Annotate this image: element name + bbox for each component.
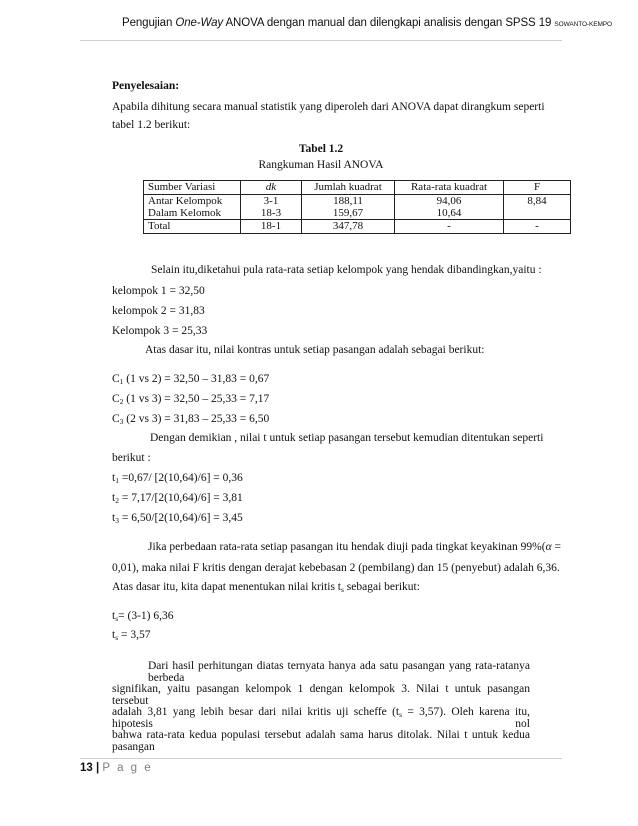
header-post: ANOVA dengan manual dan dilengkapi analisis dengan SPSS 19 (223, 17, 555, 29)
cell-total-f: - (504, 220, 571, 234)
footer-rule (80, 758, 562, 759)
running-header (122, 17, 612, 29)
header-dk-text: dk (265, 181, 277, 193)
header-dk (241, 181, 302, 195)
footer-separator: | (96, 762, 100, 774)
crit-value-2: $t_s = 3,57$ (112, 629, 151, 642)
header-author: SOWANTO-KEMPO (554, 21, 612, 28)
page-label: P a g e (102, 762, 153, 774)
cell-dk-antar: 3-1 (263, 195, 279, 207)
cell-total-source: Total (144, 220, 241, 234)
mean-kelompok-2: kelompok 2 = 31,83 (112, 305, 205, 317)
cell-jk (302, 195, 395, 220)
cell-total-jk: 347,78 (302, 220, 395, 234)
crit-line-1: Jika perbedaan rata-rata setiap pasangan itu hendak diuji pada tingkat keyakinan 99%(α = (148, 541, 561, 553)
t-intro-line-1: Dengan demikian , nilai t untuk setiap pasangan tersebut kemudian ditentukan seperti (150, 432, 544, 444)
intro-line-1: Apabila dihitung secara manual statistik yang diperoleh dari ANOVA dapat dirangkum seperti (112, 101, 545, 113)
page-number: 13 (80, 762, 93, 774)
cell-source-antar: Antar Kelompok (148, 195, 223, 207)
cell-rk (395, 195, 504, 220)
page-footer (80, 762, 153, 774)
t-intro-line-2: berikut : (112, 452, 151, 464)
table-title: Tabel 1.2 (298, 143, 344, 155)
table-row (144, 195, 571, 220)
cell-source-dalam: Dalam Kelomok (148, 207, 222, 219)
table-row-total (144, 220, 571, 234)
conclusion-line-3: adalah 3,81 yang lebih besar dari nilai kritis uji scheffe $(t_s = 3,57)$. Oleh karena itu, hipotesis nol (112, 706, 531, 730)
cell-source (144, 195, 241, 220)
header-rule (80, 40, 562, 41)
conclusion-line-1: Dari hasil perhitungan diatas ternyata hanya ada satu pasangan yang rata-ratanya berbeda (148, 660, 530, 684)
cell-f (504, 195, 571, 220)
means-intro: Selain itu,diketahui pula rata-rata setiap kelompok yang hendak dibandingkan,yaitu : (151, 264, 542, 276)
cell-f-antar: 8,84 (527, 195, 547, 207)
contrast-intro: Atas dasar itu, nilai kontras untuk setiap pasangan adalah sebagai berikut: (145, 344, 485, 356)
cell-dk (241, 195, 302, 220)
conclusion-line-4: bahwa rata-rata kedua populasi tersebut adalah sama harus ditolak. Nilai t untuk kedua pasangan (112, 729, 530, 753)
header-f: F (504, 181, 571, 195)
cell-total-dk: 18-1 (241, 220, 302, 234)
table-subtitle: Rangkuman Hasil ANOVA (258, 159, 384, 171)
header-sumber-variasi: Sumber Variasi (144, 181, 241, 195)
header-jumlah-kuadrat: Jumlah kuadrat (302, 181, 395, 195)
section-heading: Penyelesaian: (112, 80, 180, 92)
conclusion-line-2: signifikan, yaitu pasangan kelompok 1 dengan kelompok 3. Nilai t untuk pasangan tersebut (112, 683, 530, 707)
contrast-c2: $C_2$ (1 vs 3) = 32,50 – 25,33 = 7,17 (112, 393, 270, 406)
contrast-c1: $C_1$ (1 vs 2) = 32,50 – 31,83 = 0,67 (112, 373, 270, 386)
header-italic: One-Way (175, 17, 224, 29)
table-header-row (144, 181, 571, 195)
contrast-c3: $C_3$ (2 vs 3) = 31,83 – 25,33 = 6,50 (112, 413, 270, 426)
cell-jk-antar: 188,11 (333, 195, 363, 207)
t-value-2: $t_2 = 7,17/[2(10,64)/6] = 3,81$ (112, 492, 243, 505)
crit-line-2: 0,01), maka nilai F kritis dengan derajat kebebasan 2 (pembilang) dan 15 (penyebut) adalah 6,36. (112, 562, 560, 574)
cell-jk-dalam: 159,67 (332, 207, 364, 219)
cell-total-rk: - (395, 220, 504, 234)
t-value-1: $t_1 =0,67/$ [2(10,64)/6] = 0,36 (112, 472, 243, 485)
mean-kelompok-1: kelompok 1 = 32,50 (112, 285, 205, 297)
header-rata-rata-kuadrat: Rata-rata kuadrat (395, 181, 504, 195)
intro-line-2: tabel 1.2 berikut: (112, 119, 191, 131)
header-pre: Pengujian (122, 17, 176, 29)
crit-value-1: $t_s= (3-1)$ 6,36 (112, 610, 174, 623)
crit-line-3: Atas dasar itu, kita dapat menentukan nilai kritis $t_s$ sebagai berikut: (112, 581, 420, 594)
cell-rk-antar: 94,06 (436, 195, 462, 207)
cell-rk-dalam: 10,64 (436, 207, 462, 219)
t-value-3: $t_3 = 6,50/[2(10,64)/6] = 3,45$ (112, 512, 243, 525)
cell-dk-dalam: 18-3 (260, 207, 282, 219)
anova-table (143, 180, 571, 234)
mean-kelompok-3: Kelompok 3 = 25,33 (112, 325, 208, 337)
